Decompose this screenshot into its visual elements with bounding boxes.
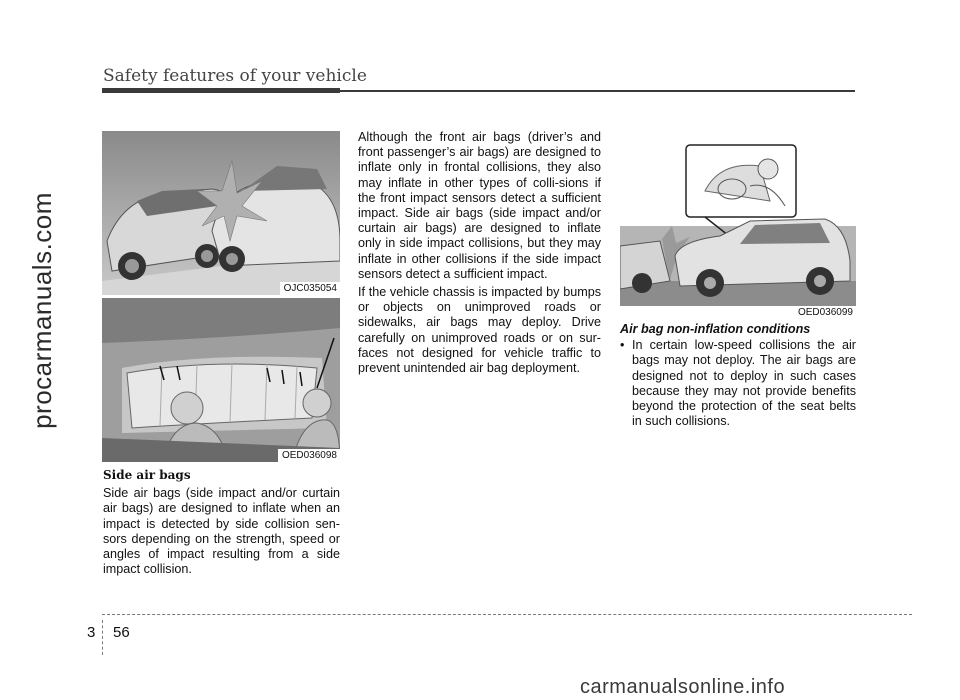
figure-low-speed-collision: [620, 131, 856, 319]
section-heading: Air bag non-inflation conditions: [620, 322, 811, 336]
bottom-watermark: carmanualsonline.info: [580, 676, 786, 698]
page-number: 56: [113, 624, 130, 641]
bullet-item: • In certain low-speed collisions the air bags may not deploy. The air bags are designed not to deploy in such cases because they may not provide benefits beyond the protection of the seat belts in such collisions.: [620, 338, 856, 429]
paragraph: Although the front air bags (driver’s and front passenger’s air bags) are designed to inflate only in frontal collisions, they also may inflate in other types of colli-sions if the front impact sensors detect a sufficient impact. Side air bags (side impact and/or curtain air bags) are designed to inflate only in side impact collisions, but they may inflate in other collisions if the side impact sensors detect a sufficient impact.: [358, 130, 601, 281]
figure-side-collision: [102, 131, 340, 295]
section-number: 3: [87, 624, 96, 641]
side-watermark-text: procarmanuals.com: [26, 191, 57, 429]
paragraph: If the vehicle chassis is impacted by bumps or objects on unimproved roads or sidewalks, air bags may deploy. Drive carefully on unimproved roads or on sur-faces not designed for vehicle traffic to prevent unintended air bag deployment.: [358, 285, 601, 376]
header-rule-thick: [102, 88, 340, 93]
paragraph: Side air bags (side impact and/or curtain air bags) are designed to inflate when an impact is detected by side collision sen-sors depending on the strength, speed or angles of impact resulting from a side impact collision.: [103, 486, 340, 577]
side-watermark: [22, 160, 62, 460]
figure-code: OED036098: [278, 449, 340, 462]
footer-rule: [102, 614, 912, 615]
header-rule-thin: [340, 90, 855, 92]
page-header-title: Safety features of your vehicle: [103, 66, 367, 86]
side-collision-illustration: [102, 131, 340, 295]
low-speed-collision-illustration: [620, 131, 856, 319]
column-inflation-info: [358, 130, 601, 379]
figure-curtain-airbags: [102, 298, 340, 462]
figure-code: OJC035054: [280, 282, 340, 295]
footer-divider: [102, 620, 103, 655]
column-side-airbags: [103, 468, 340, 580]
column-non-inflation: [620, 322, 856, 429]
figure-code: OED036099: [794, 306, 856, 319]
section-subheading: Side air bags: [103, 468, 191, 482]
curtain-airbag-illustration: [102, 298, 340, 462]
